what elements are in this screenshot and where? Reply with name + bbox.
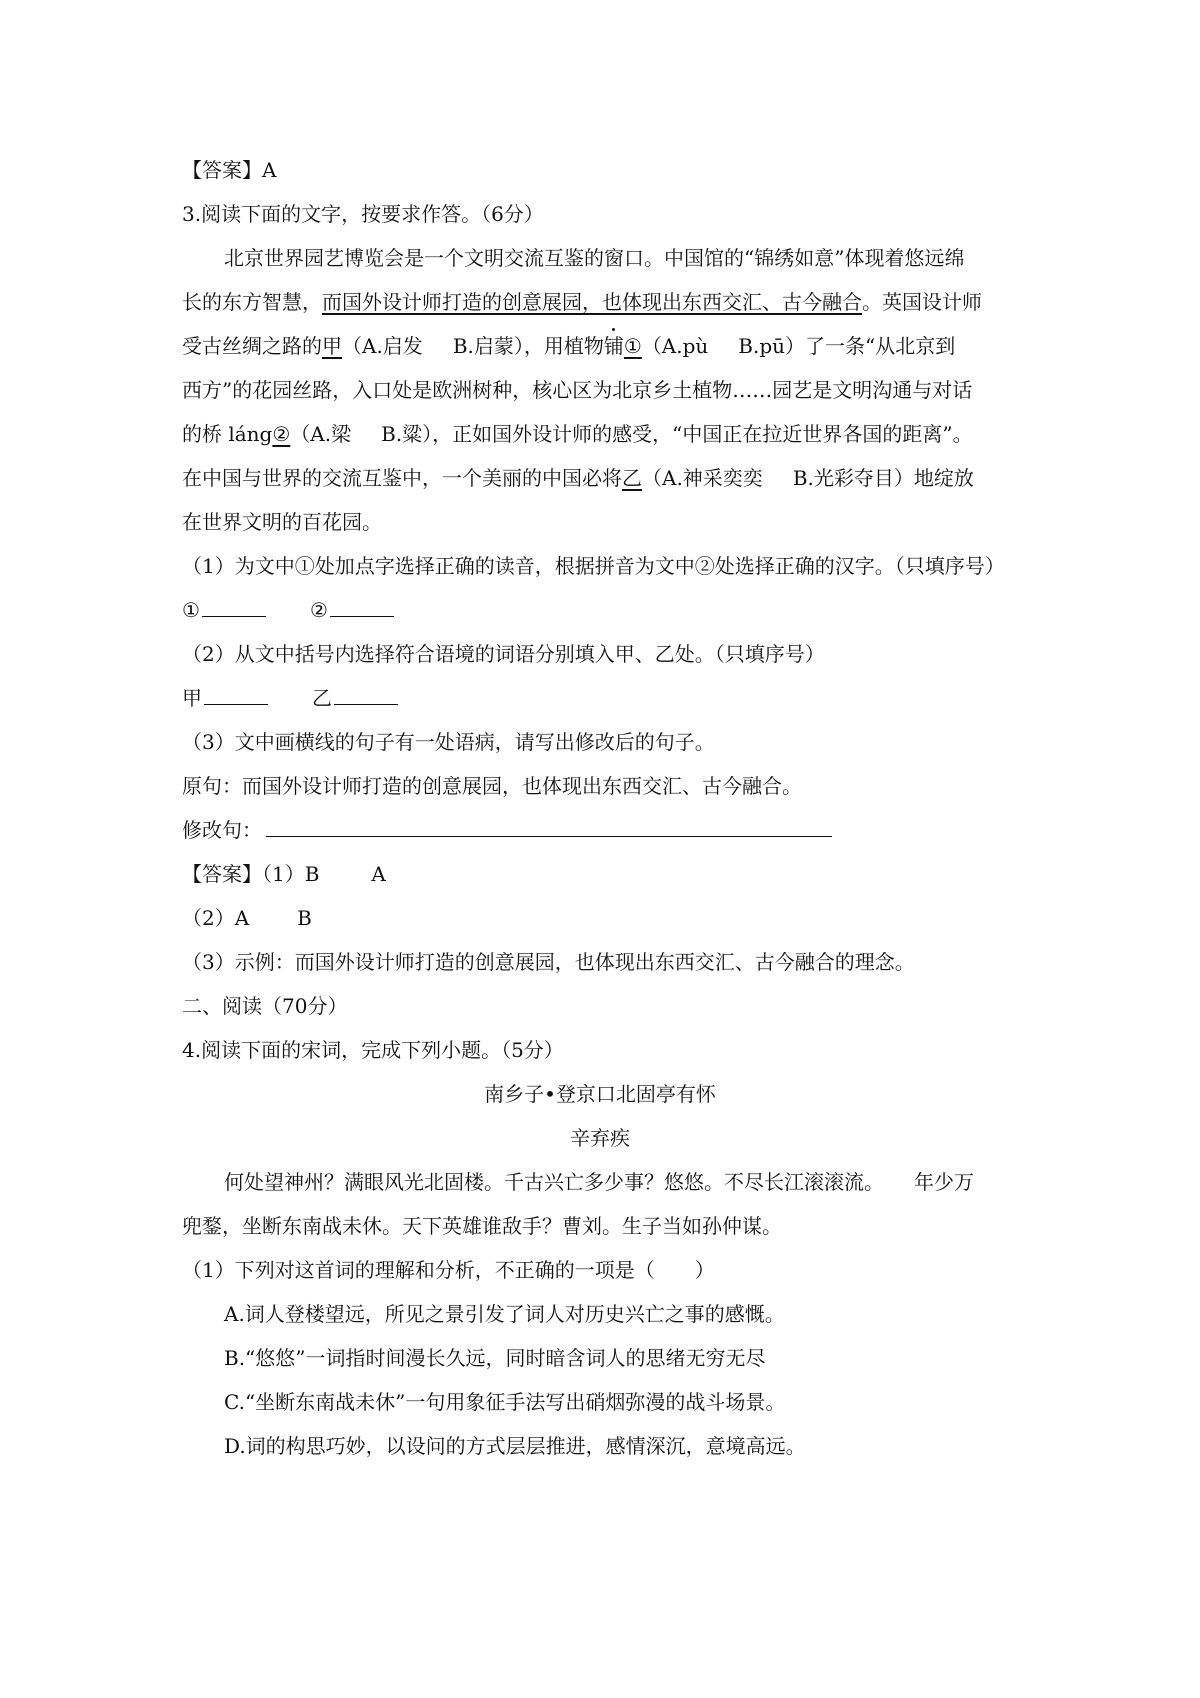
passage-line-2 [182, 288, 982, 316]
revised-sentence [182, 816, 832, 844]
option-c-line: C.“坐断东南战未休”一句用象征手法写出硝烟弥漫的战斗场景。 [224, 1390, 786, 1414]
answer-3: （3）示例：而国外设计师打造的创意展园，也体现出东西交汇、古今融合的理念。 [182, 950, 915, 974]
option-b: B.启蒙），用植物 [452, 334, 604, 358]
poem-author: 辛弃疾 [570, 1126, 630, 1150]
blank-line[interactable] [202, 598, 266, 617]
answer-1 [182, 860, 386, 888]
option-d-line: D.词的构思巧妙，以设问的方式层层推进，感情深沉，意境高远。 [224, 1434, 806, 1458]
blank-yi: 乙 [622, 466, 642, 490]
answer-blanks-1 [182, 596, 394, 624]
option-b: B.粱），正如国外设计师的感受，“中国正在拉近世界各国的距离”。 [381, 422, 973, 446]
marker-2: ② [272, 422, 291, 446]
blank-label: ① [182, 598, 200, 622]
question-4-sub-1: （1）下列对这首词的理解和分析，不正确的一项是（ ） [182, 1258, 715, 1282]
option-b: B.光彩夺目）地绽放 [792, 466, 974, 490]
answer-previous: 【答案】A [182, 158, 277, 182]
blank-label: ② [309, 598, 328, 622]
original-sentence: 原句：而国外设计师打造的创意展园，也体现出东西交汇、古今融合。 [182, 774, 802, 798]
passage-line-3 [182, 332, 955, 360]
blank-line[interactable] [334, 686, 398, 705]
passage-text: 的桥 láng [182, 422, 273, 446]
revised-label: 修改句： [182, 818, 262, 842]
answer-blanks-2 [182, 684, 398, 712]
poem-title: 南乡子•登京口北固亭有怀 [484, 1082, 716, 1106]
passage-line-7: 在世界文明的百花园。 [182, 510, 382, 534]
passage-line-1: 北京世界园艺博览会是一个文明交流互鉴的窗口。中国馆的“锦绣如意”体现着悠远绵 [224, 246, 965, 270]
answer-text: （2）A [182, 906, 250, 930]
poem-line-2: 兜鍪，坐断东南战未休。天下英雄谁敌手？曹刘。生子当如孙仲谋。 [182, 1214, 782, 1238]
passage-text: 长的东方智慧， [182, 290, 322, 314]
option-b-line: B.“悠悠”一词指时间漫长久远，同时暗含词人的思绪无穷无尽 [224, 1346, 766, 1370]
poem-line-1: 何处望神州？满眼风光北固楼。千古兴亡多少事？悠悠。不尽长江滚滚流。 年少万 [224, 1170, 974, 1194]
blank-line[interactable] [330, 598, 394, 617]
option-b: B.pū）了一条“从北京到 [738, 334, 956, 358]
question-4-title: 4.阅读下面的宋词，完成下列小题。（5分） [182, 1038, 564, 1062]
option-a: （A.神采奕奕 [642, 466, 763, 490]
passage-line-4: 西方”的花园丝路，入口处是欧洲树种，核心区为北京乡土植物……园艺是文明沟通与对话 [182, 378, 973, 402]
revised-blank-line[interactable] [266, 818, 832, 837]
passage-text: 受古丝绸之路的 [182, 334, 322, 358]
blank-jia: 甲 [322, 334, 342, 358]
answer-2 [182, 904, 312, 932]
option-a: （A.启发 [342, 334, 423, 358]
question-3-title: 3.阅读下面的文字，按要求作答。（6分） [182, 202, 544, 226]
passage-text: 在中国与世界的交流互鉴中，一个美丽的中国必将 [182, 466, 622, 490]
option-a-line: A.词人登楼望远，所见之景引发了词人对历史兴亡之事的感慨。 [224, 1302, 785, 1326]
sub-question-1: （1）为文中①处加点字选择正确的读音，根据拼音为文中②处选择正确的汉字。（只填序号） [182, 554, 1005, 578]
dotted-character: 铺 [603, 334, 624, 358]
answer-text: 【答案】（1）B [182, 862, 320, 886]
passage-line-6 [182, 464, 974, 492]
underlined-sentence: 而国外设计师打造的创意展园，也体现出东西交汇、古今融合 [322, 290, 862, 314]
passage-text: 。英国设计师 [862, 290, 982, 314]
blank-label: 甲 [182, 686, 202, 710]
option-a: （A.pù [641, 334, 709, 358]
passage-line-5 [182, 420, 973, 448]
option-a: （A.梁 [290, 422, 352, 446]
blank-line[interactable] [204, 686, 268, 705]
section-2-heading: 二、阅读（70分） [182, 994, 348, 1018]
answer-text: A [371, 862, 386, 886]
marker-1: ① [623, 334, 642, 358]
answer-text: B [297, 906, 312, 930]
blank-label: 乙 [312, 686, 332, 710]
sub-question-3: （3）文中画横线的句子有一处语病，请写出修改后的句子。 [182, 730, 715, 754]
sub-question-2: （2）从文中括号内选择符合语境的词语分别填入甲、乙处。（只填序号） [182, 642, 825, 666]
